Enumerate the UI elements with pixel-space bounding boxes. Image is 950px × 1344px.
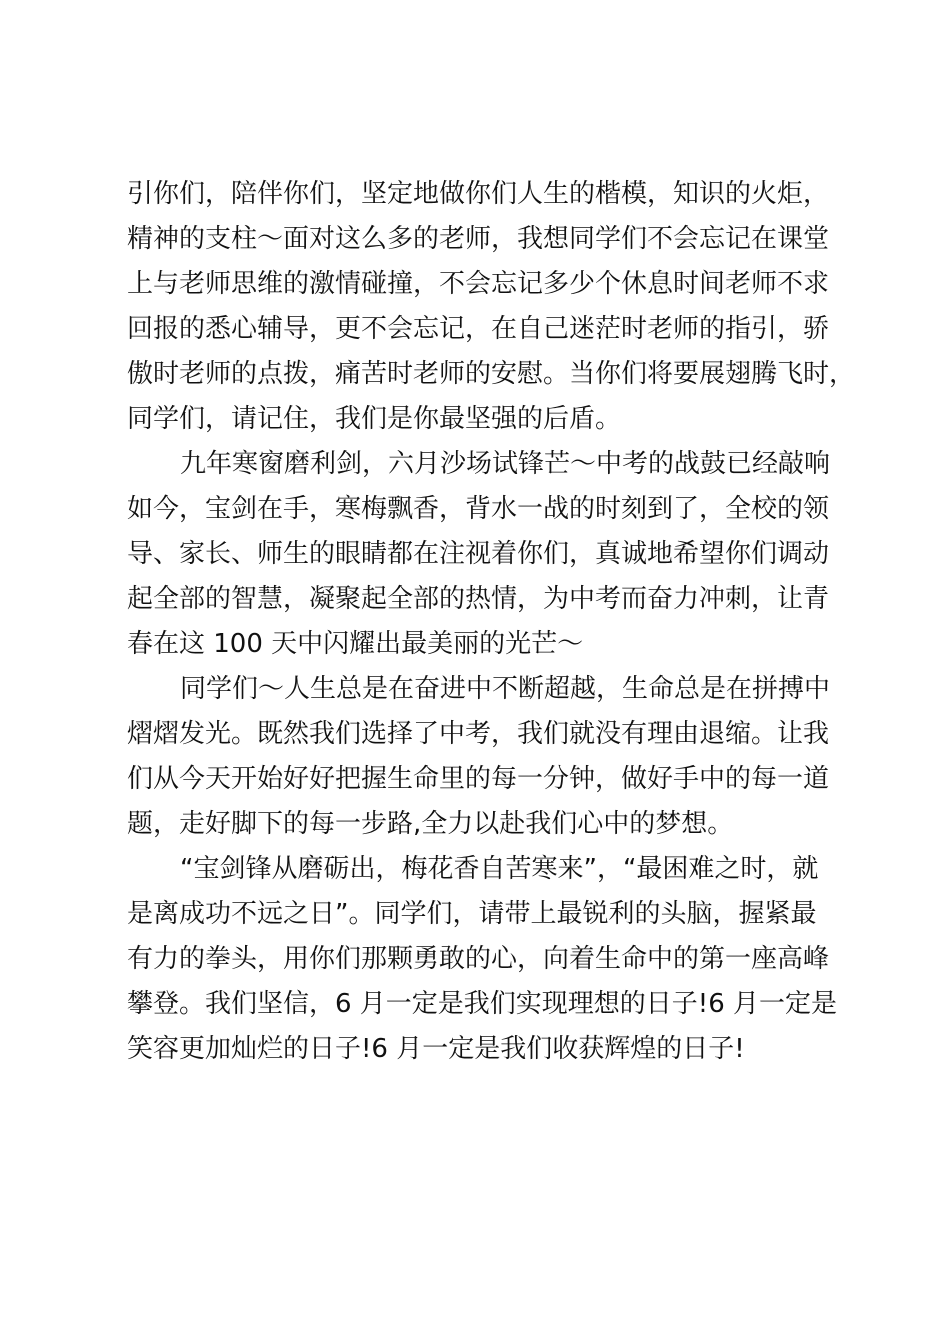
text-line: 引你们，陪伴你们，坚定地做你们人生的楷模，知识的火炬，: [127, 179, 830, 209]
text-line: 攀登。我们坚信，6 月一定是我们实现理想的日子!6 月一定是: [127, 989, 838, 1019]
text-line: 起全部的智慧，凝聚起全部的热情，为中考而奋力冲刺，让青: [127, 584, 830, 614]
text-line: 导、家长、师生的眼睛都在注视着你们，真诚地希望你们调动: [127, 539, 830, 569]
paragraph-first-line: “宝剑锋从磨砺出，梅花香自苦寒来”，“最困难之时，就: [180, 854, 819, 884]
text-line: 是离成功不远之日”。同学们，请带上最锐利的头脑，握紧最: [127, 899, 817, 929]
paragraph-first-line: 九年寒窗磨利剑，六月沙场试锋芒～中考的战鼓已经敲响: [180, 449, 831, 479]
text-line: 如今，宝剑在手，寒梅飘香，背水一战的时刻到了，全校的领: [127, 494, 830, 524]
text-line: 傲时老师的点拨，痛苦时老师的安慰。当你们将要展翅腾飞时，: [127, 359, 856, 389]
text-line: 回报的悉心辅导，更不会忘记，在自己迷茫时老师的指引，骄: [127, 314, 830, 344]
paragraph-first-line: 同学们～人生总是在奋进中不断超越，生命总是在拼搏中: [180, 674, 831, 704]
text-line: 同学们，请记住，我们是你最坚强的后盾。: [127, 404, 622, 434]
text-line: 春在这 100 天中闪耀出最美丽的光芒～: [127, 629, 584, 659]
text-line: 们从今天开始好好把握生命里的每一分钟，做好手中的每一道: [127, 764, 830, 794]
text-line: 题，走好脚下的每一步路,全力以赴我们心中的梦想。: [127, 809, 734, 839]
text-line: 有力的拳头，用你们那颗勇敢的心，向着生命中的第一座高峰: [127, 944, 830, 974]
text-line: 熠熠发光。既然我们选择了中考，我们就没有理由退缩。让我: [127, 719, 830, 749]
text-line: 笑容更加灿烂的日子!6 月一定是我们收获辉煌的日子!: [127, 1034, 745, 1064]
text-line: 上与老师思维的激情碰撞，不会忘记多少个休息时间老师不求: [127, 269, 830, 299]
text-line: 精神的支柱～面对这么多的老师，我想同学们不会忘记在课堂: [127, 224, 830, 254]
